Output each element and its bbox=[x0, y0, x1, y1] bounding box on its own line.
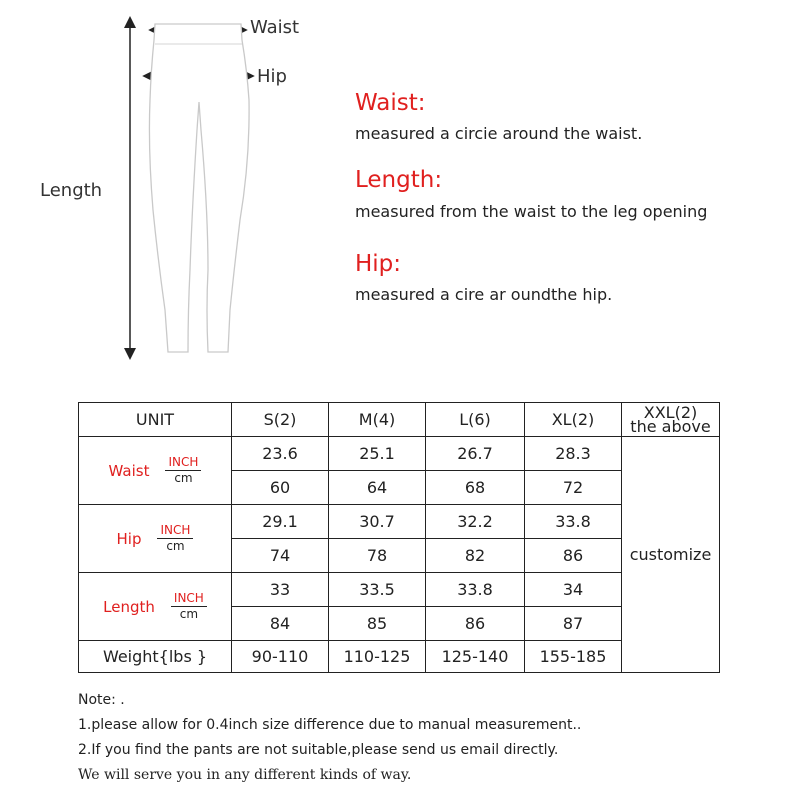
waist-definition-text: measured a circie around the waist. bbox=[355, 124, 643, 143]
inch-value: 29.1 bbox=[232, 505, 329, 539]
row-head-length bbox=[79, 573, 232, 641]
unit-fraction bbox=[171, 591, 207, 622]
row-name: Length bbox=[103, 597, 155, 616]
leggings-silhouette bbox=[149, 24, 249, 352]
leggings-diagram bbox=[120, 10, 260, 360]
notes-section bbox=[78, 688, 581, 788]
cm-value: 84 bbox=[232, 607, 329, 641]
unit-header: UNIT bbox=[79, 403, 232, 437]
row-head-waist bbox=[79, 437, 232, 505]
cm-value: 85 bbox=[329, 607, 426, 641]
inch-value: 28.3 bbox=[525, 437, 622, 471]
inch-unit: INCH bbox=[160, 523, 191, 537]
cm-value: 74 bbox=[232, 539, 329, 573]
row-name: Waist bbox=[108, 461, 150, 480]
inch-value: 32.2 bbox=[426, 505, 525, 539]
cm-value: 86 bbox=[525, 539, 622, 573]
size-header: XL(2) bbox=[525, 403, 622, 437]
cm-value: 68 bbox=[426, 471, 525, 505]
xxl-header-line2: the above bbox=[630, 416, 711, 436]
cm-value: 60 bbox=[232, 471, 329, 505]
inch-unit: INCH bbox=[173, 591, 204, 605]
weight-value: 110-125 bbox=[329, 641, 426, 673]
cm-value: 78 bbox=[329, 539, 426, 573]
hip-definition-text: measured a cire ar oundthe hip. bbox=[355, 285, 613, 304]
inch-value: 33.5 bbox=[329, 573, 426, 607]
inch-value: 26.7 bbox=[426, 437, 525, 471]
length-definition-heading: Length: bbox=[355, 167, 443, 193]
note-line-3: We will serve you in any different kinds of way. bbox=[78, 767, 412, 783]
xxl-header bbox=[622, 403, 720, 437]
inch-value: 33 bbox=[232, 573, 329, 607]
note-title: Note: . bbox=[78, 692, 125, 708]
size-header: S(2) bbox=[232, 403, 329, 437]
note-line-2: 2.If you find the pants are not suitable,please send us email directly. bbox=[78, 742, 559, 758]
weight-value: 125-140 bbox=[426, 641, 525, 673]
cm-unit: cm bbox=[179, 607, 199, 621]
cm-value: 86 bbox=[426, 607, 525, 641]
weight-value: 90-110 bbox=[232, 641, 329, 673]
inch-value: 33.8 bbox=[426, 573, 525, 607]
note-line-1: 1.please allow for 0.4inch size difference due to manual measurement.. bbox=[78, 717, 582, 733]
cm-value: 87 bbox=[525, 607, 622, 641]
table-row bbox=[79, 437, 720, 471]
size-header: L(6) bbox=[426, 403, 525, 437]
inch-value: 30.7 bbox=[329, 505, 426, 539]
cm-unit: cm bbox=[166, 539, 185, 553]
row-head-hip bbox=[79, 505, 232, 573]
hip-label: Hip bbox=[257, 66, 287, 87]
table-header-row bbox=[79, 403, 720, 437]
size-header: M(4) bbox=[329, 403, 426, 437]
xxl-header-line1: XXL(2) bbox=[643, 402, 698, 422]
cm-value: 64 bbox=[329, 471, 426, 505]
customize-cell: customize bbox=[622, 437, 720, 673]
cm-value: 72 bbox=[525, 471, 622, 505]
waist-label: Waist bbox=[250, 17, 300, 38]
row-name: Hip bbox=[116, 529, 142, 548]
inch-value: 23.6 bbox=[232, 437, 329, 471]
unit-fraction bbox=[157, 523, 193, 554]
length-label: Length bbox=[40, 180, 103, 201]
inch-unit: INCH bbox=[168, 455, 199, 469]
waist-definition-heading: Waist: bbox=[355, 90, 426, 116]
cm-unit: cm bbox=[174, 471, 193, 485]
weight-label: Weight{lbs } bbox=[79, 641, 232, 673]
inch-value: 34 bbox=[525, 573, 622, 607]
inch-value: 33.8 bbox=[525, 505, 622, 539]
length-definition-text: measured from the waist to the leg opening bbox=[355, 202, 708, 221]
weight-value: 155-185 bbox=[525, 641, 622, 673]
cm-value: 82 bbox=[426, 539, 525, 573]
inch-value: 25.1 bbox=[329, 437, 426, 471]
unit-fraction bbox=[165, 455, 201, 486]
size-table bbox=[78, 402, 720, 673]
hip-definition-heading: Hip: bbox=[355, 251, 402, 277]
